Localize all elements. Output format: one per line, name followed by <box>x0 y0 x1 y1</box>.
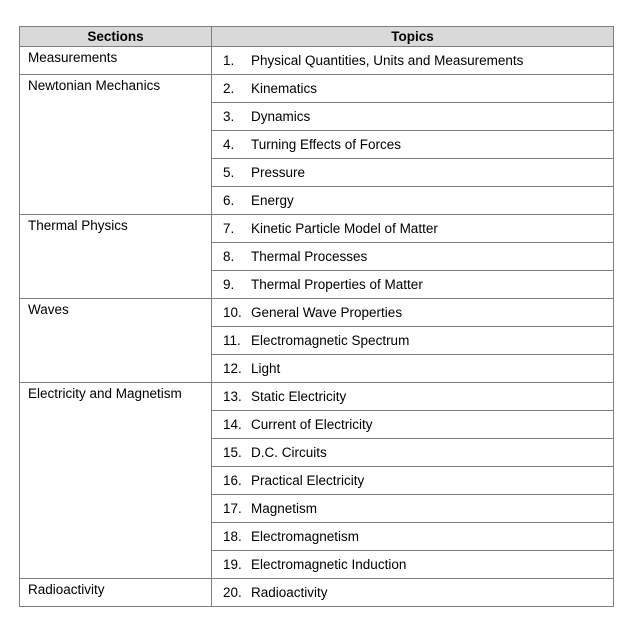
topic-title: D.C. Circuits <box>251 445 327 460</box>
topic-number: 2. <box>223 81 235 96</box>
topic-title: Thermal Properties of Matter <box>251 277 423 292</box>
topic-cell <box>212 327 614 355</box>
table-row <box>20 215 614 243</box>
topic-title: Turning Effects of Forces <box>251 137 402 152</box>
topic-cell <box>212 131 614 159</box>
topic-number: 11. <box>223 333 241 348</box>
topic-title: Practical Electricity <box>251 473 365 488</box>
topic-number: 14. <box>223 417 242 432</box>
topic-title: Kinetic Particle Model of Matter <box>251 221 438 236</box>
table-row <box>20 299 614 327</box>
topic-cell <box>212 467 614 495</box>
topic-number: 5. <box>223 165 235 180</box>
topic-title: Pressure <box>251 165 306 180</box>
topic-number: 15. <box>223 445 242 460</box>
topic-cell <box>212 271 614 299</box>
topic-title: Physical Quantities, Units and Measurements <box>251 53 524 68</box>
topic-number: 13. <box>223 389 242 404</box>
topic-title: Radioactivity <box>251 585 328 600</box>
topic-number: 4. <box>223 137 235 152</box>
table-row <box>20 579 614 607</box>
topic-title: Energy <box>251 193 294 208</box>
topic-number: 18. <box>223 529 242 544</box>
topic-cell <box>212 439 614 467</box>
topic-title: Thermal Processes <box>251 249 368 264</box>
topic-cell <box>212 215 614 243</box>
sections-header: Sections <box>20 27 212 47</box>
topic-cell <box>212 187 614 215</box>
topic-number: 10. <box>223 305 242 320</box>
topic-title: Electromagnetic Spectrum <box>251 333 410 348</box>
topic-cell <box>212 47 614 75</box>
topic-number: 19. <box>223 557 242 572</box>
topic-title: Dynamics <box>251 109 311 124</box>
topic-number: 20. <box>223 585 242 600</box>
section-name-cell: Thermal Physics <box>20 215 212 299</box>
topic-title: Light <box>251 361 281 376</box>
topic-cell <box>212 411 614 439</box>
topic-cell <box>212 299 614 327</box>
topic-number: 3. <box>223 109 235 124</box>
section-name-cell: Newtonian Mechanics <box>20 75 212 215</box>
section-name-cell: Electricity and Magnetism <box>20 383 212 579</box>
topic-number: 9. <box>223 277 235 292</box>
topic-title: Electromagnetic Induction <box>251 557 407 572</box>
topic-cell <box>212 159 614 187</box>
topic-title: Current of Electricity <box>251 417 373 432</box>
topic-cell <box>212 495 614 523</box>
topic-title: General Wave Properties <box>251 305 403 320</box>
topic-number: 7. <box>223 221 235 236</box>
topic-cell <box>212 103 614 131</box>
table-row <box>20 47 614 75</box>
section-name-cell: Measurements <box>20 47 212 75</box>
section-name-cell: Radioactivity <box>20 579 212 607</box>
table-row <box>20 75 614 103</box>
table-row <box>20 383 614 411</box>
topic-cell <box>212 355 614 383</box>
topic-cell <box>212 383 614 411</box>
topic-title: Electromagnetism <box>251 529 360 544</box>
table-body <box>20 47 614 607</box>
topic-number: 8. <box>223 249 235 264</box>
topic-cell <box>212 551 614 579</box>
topic-number: 12. <box>223 361 242 376</box>
topic-title: Kinematics <box>251 81 318 96</box>
topic-title: Static Electricity <box>251 389 347 404</box>
topic-number: 1. <box>223 53 235 68</box>
topic-cell <box>212 243 614 271</box>
topic-number: 16. <box>223 473 242 488</box>
topic-cell <box>212 523 614 551</box>
section-name-cell: Waves <box>20 299 212 383</box>
topic-cell <box>212 75 614 103</box>
topic-number: 6. <box>223 193 235 208</box>
header-row <box>20 27 614 47</box>
topics-header: Topics <box>212 27 614 47</box>
table-header <box>20 27 614 47</box>
topic-cell <box>212 579 614 607</box>
syllabus-table <box>19 26 614 607</box>
topic-number: 17. <box>223 501 242 516</box>
topic-title: Magnetism <box>251 501 318 516</box>
